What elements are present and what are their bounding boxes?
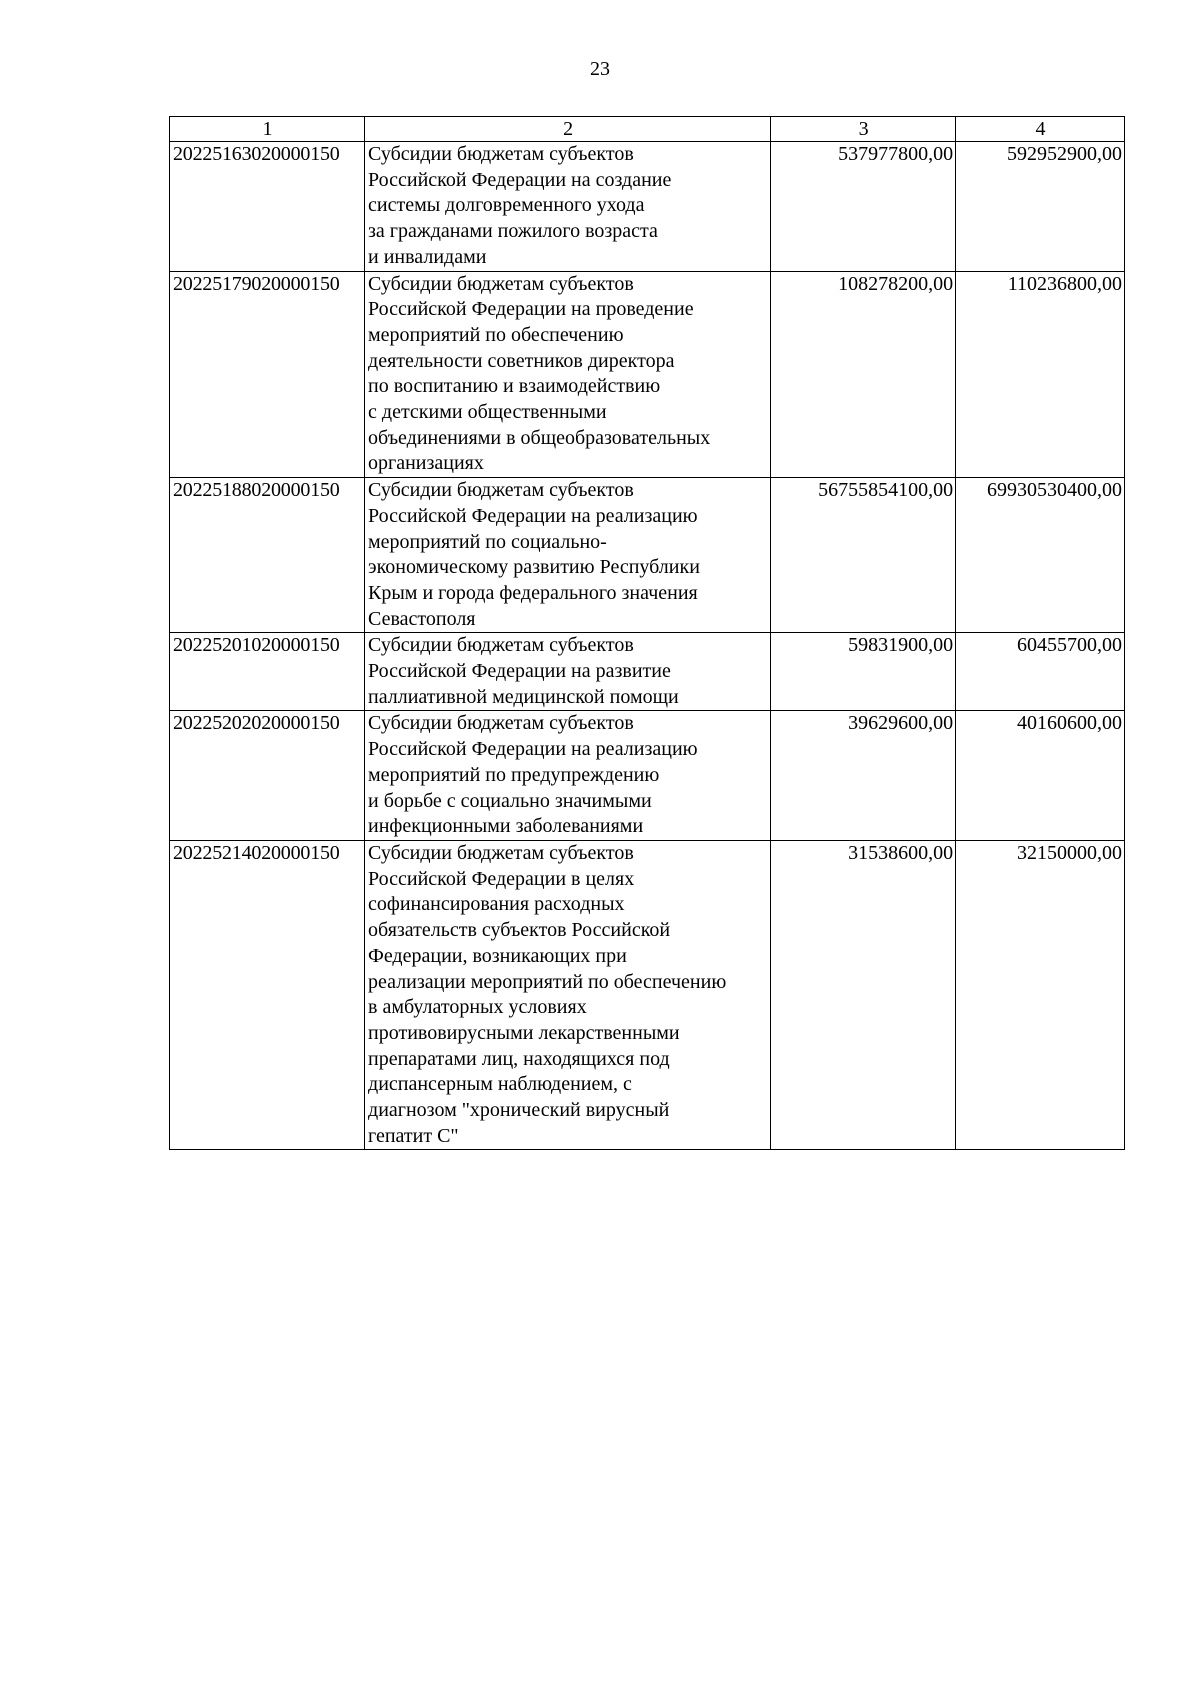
table-row	[170, 633, 1125, 711]
description-line: и борьбе с социально значимыми	[368, 789, 652, 812]
description-line: Российской Федерации на создание	[368, 168, 672, 191]
budget-code-cell: 20225163020000150	[170, 142, 365, 272]
description-line: гепатит С"	[368, 1124, 459, 1147]
description-cell	[365, 840, 771, 1149]
column-header-2: 2	[365, 117, 771, 142]
table-row	[170, 711, 1125, 841]
description-line: Российской Федерации на развитие	[368, 660, 671, 683]
description-cell	[365, 711, 771, 841]
description-line: по воспитанию и взаимодействию	[368, 375, 661, 398]
amount-column-4-cell: 592952900,00	[956, 142, 1125, 272]
description-line: инфекционными заболеваниями	[368, 815, 644, 838]
description-line: диагнозом "хронический вирусный	[368, 1099, 670, 1122]
description-line: объединениями в общеобразовательных	[368, 426, 711, 449]
description-line: Федерации, возникающих при	[368, 944, 627, 967]
description-cell	[365, 271, 771, 478]
budget-code-cell: 20225202020000150	[170, 711, 365, 841]
description-line: Субсидии бюджетам субъектов	[368, 634, 634, 657]
amount-column-3-cell: 39629600,00	[771, 711, 956, 841]
budget-code-cell: 20225214020000150	[170, 840, 365, 1149]
amount-column-4-cell: 60455700,00	[956, 633, 1125, 711]
description-line: мероприятий по обеспечению	[368, 323, 624, 346]
description-line: Российской Федерации на реализацию	[368, 738, 698, 761]
description-line: Субсидии бюджетам субъектов	[368, 712, 634, 735]
amount-column-4-cell: 32150000,00	[956, 840, 1125, 1149]
amount-column-3-cell: 108278200,00	[771, 271, 956, 478]
description-cell	[365, 633, 771, 711]
description-line: препаратами лиц, находящихся под	[368, 1047, 670, 1070]
description-line: за гражданами пожилого возраста	[368, 220, 658, 243]
description-line: Субсидии бюджетам субъектов	[368, 272, 634, 295]
description-line: обязательств субъектов Российской	[368, 919, 671, 942]
column-header-1: 1	[170, 117, 365, 142]
description-line: с детскими общественными	[368, 401, 607, 424]
table-body	[170, 142, 1125, 1150]
description-line: Российской Федерации в целях	[368, 867, 635, 890]
description-line: диспансерным наблюдением, с	[368, 1073, 632, 1096]
amount-column-4-cell: 110236800,00	[956, 271, 1125, 478]
column-header-4: 4	[956, 117, 1125, 142]
column-header-3: 3	[771, 117, 956, 142]
table-row	[170, 142, 1125, 272]
description-line: деятельности советников директора	[368, 349, 675, 372]
table-row	[170, 840, 1125, 1149]
amount-column-3-cell: 59831900,00	[771, 633, 956, 711]
description-line: Российской Федерации на реализацию	[368, 504, 698, 527]
description-line: Субсидии бюджетам субъектов	[368, 841, 634, 864]
description-line: софинансирования расходных	[368, 893, 625, 916]
table-row	[170, 478, 1125, 633]
description-line: Севастополя	[368, 607, 476, 630]
budget-table	[169, 116, 1125, 1150]
description-line: организациях	[368, 452, 484, 475]
amount-column-3-cell: 537977800,00	[771, 142, 956, 272]
page-number: 23	[590, 58, 610, 80]
budget-code-cell: 20225201020000150	[170, 633, 365, 711]
budget-code-cell: 20225179020000150	[170, 271, 365, 478]
description-line: противовирусными лекарственными	[368, 1021, 680, 1044]
description-line: паллиативной медицинской помощи	[368, 685, 679, 708]
description-line: экономическому развитию Республики	[368, 556, 700, 579]
amount-column-4-cell: 69930530400,00	[956, 478, 1125, 633]
description-line: системы долговременного ухода	[368, 194, 645, 217]
description-line: мероприятий по социально-	[368, 530, 607, 553]
description-line: в амбулаторных условиях	[368, 996, 587, 1019]
amount-column-3-cell: 56755854100,00	[771, 478, 956, 633]
description-line: Крым и города федерального значения	[368, 581, 698, 604]
budget-code-cell: 20225188020000150	[170, 478, 365, 633]
description-line: реализации мероприятий по обеспечению	[368, 970, 727, 993]
amount-column-3-cell: 31538600,00	[771, 840, 956, 1149]
description-line: Субсидии бюджетам субъектов	[368, 143, 634, 165]
description-cell	[365, 478, 771, 633]
table-row	[170, 271, 1125, 478]
description-line: Субсидии бюджетам субъектов	[368, 479, 634, 502]
description-line: Российской Федерации на проведение	[368, 298, 694, 321]
amount-column-4-cell: 40160600,00	[956, 711, 1125, 841]
table-header-row	[170, 117, 1125, 142]
description-line: мероприятий по предупреждению	[368, 763, 660, 786]
description-cell	[365, 142, 771, 272]
description-line: и инвалидами	[368, 245, 487, 268]
